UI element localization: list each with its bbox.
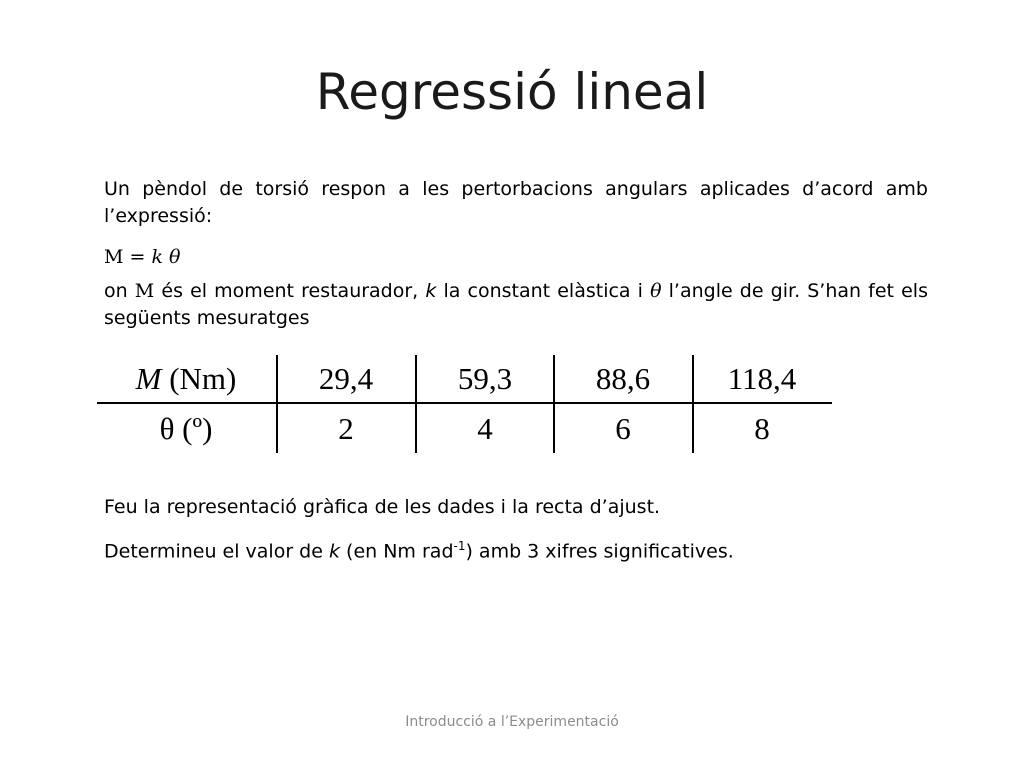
description-part1: on [104,280,135,302]
description-part3: la constant elàstica i [436,280,651,302]
table-column-divider [692,355,694,453]
description-moment-symbol: M [134,280,155,302]
equation-theta-symbol: θ [162,246,181,268]
description-paragraph [104,278,928,332]
task-plot-paragraph: Feu la representació gràfica de les dades i la recta d’ajust. [104,496,661,518]
table-moment-symbol: M [135,361,162,396]
description-theta-symbol: θ [650,280,662,302]
table-moment-value-2: 59,3 [457,361,513,396]
table-horizontal-rule [97,402,832,404]
task-k-paragraph [104,533,928,565]
table-moment-value-1: 29,4 [318,361,374,396]
table-column-divider [415,355,417,453]
equation-moment-symbol: M [104,246,124,268]
table-angle-value-4: 8 [754,411,770,446]
measurements-table [97,355,832,453]
slide-footer: Introducció a l’Experimentació [405,714,619,730]
equation [104,244,180,271]
task-k-symbol: k [328,540,340,563]
table-angle-value-3: 6 [615,411,631,446]
table-moment-value-3: 88,6 [595,361,651,396]
task-k-part3: ) amb 3 xifres significatives. [465,540,734,563]
table-column-divider [276,355,278,453]
table-moment-unit: (Nm) [161,361,237,396]
equation-equals: = [123,246,152,268]
description-part2: és el moment restaurador, [154,280,426,302]
table-column-divider [553,355,555,453]
task-k-superscript: -1 [453,539,466,553]
equation-k-symbol: k [151,246,163,268]
table-moment-value-4: 118,4 [727,361,797,396]
description-k-symbol: k [425,280,437,302]
table-row1-label [97,355,275,403]
task-k-part1: Determineu el valor de [104,540,329,563]
table-angle-value-1: 2 [338,411,354,446]
table-row2-label: θ (º) [159,411,213,446]
task-k-part2: (en Nm rad [340,540,454,563]
slide-title: Regressió lineal [315,63,709,121]
description-part4: l’angle de gir. S’han fet els següents mesuratges [104,280,928,329]
table-angle-value-2: 4 [477,411,493,446]
intro-paragraph: Un pèndol de torsió respon a les pertorbacions angulars aplicades d’acord amb l’expressió: [104,178,928,227]
